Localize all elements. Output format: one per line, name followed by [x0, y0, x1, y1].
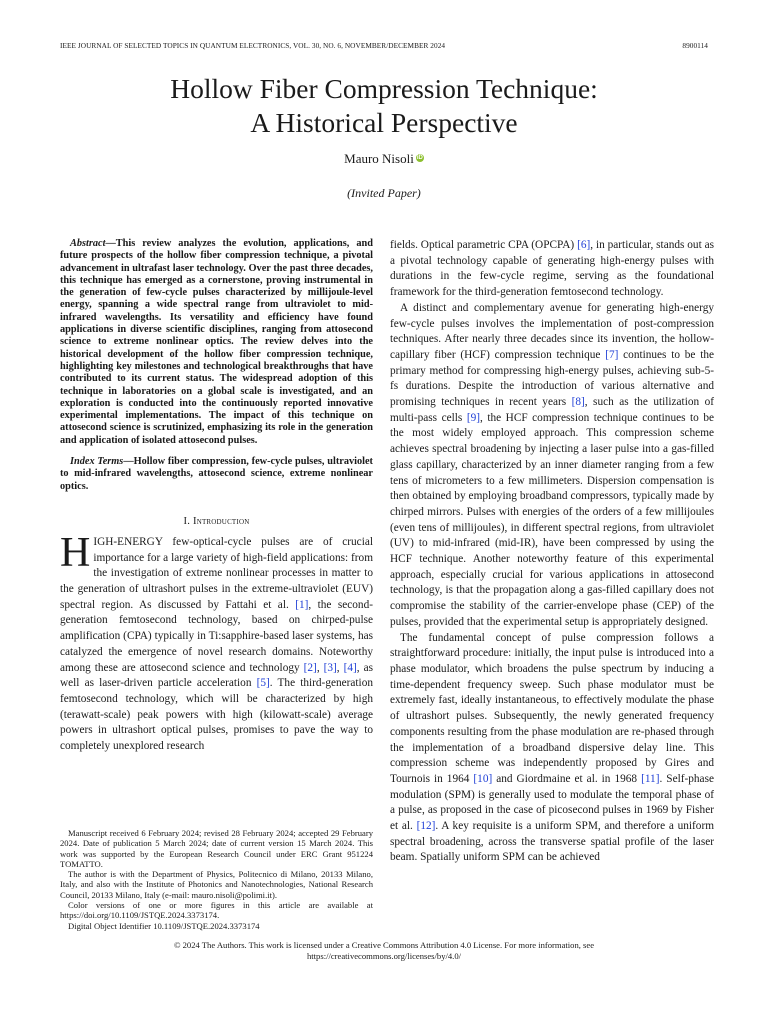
running-header: [60, 41, 708, 50]
body-text-span: . A key requisite is a uniform SPM, and therefore a uniform spectral broadening, across the transverse spatial profile of the laser beam. Spatially uniform SPM can be achieved: [390, 820, 715, 864]
abstract-text: —This review analyzes the evolution, applications, and future prospects of the hollow fiber compression technique, a pivotal advancement in ultrafast laser technology. Over the past three decades, this technique has emerged as a cornerstone, proving instrumental in the generation of few-cycle pulses characterized by millijoule-level energy, spanning a wide spectral range from ultraviolet to mid-infrared wavelengths. Its versatility and efficiency have found applications in diverse scientific disciplines, ranging from attosecond science to extreme nonlinear optics. The review delves into the historical development of the hollow fiber compression technique, highlighting key milestones and technological breakthroughs that have contributed to its current status. The widespread adoption of this technique in laboratories on a global scale is investigated, and an exploration is conducted into the continuously reported innovative experimental implementations. The impact of this technique on attosecond science is scrutinized, emphasizing its role in the generation and application of isolated attosecond pulses.: [60, 238, 373, 446]
intro-text: ,: [316, 661, 324, 674]
index-terms-text: —Hollow fiber compression, few-cycle pulses, ultraviolet to mid-infrared wavelengths, attosecond science, extreme nonlinear optics.: [60, 456, 373, 492]
body-text-span: , the HCF compression technique continues to be the most widely employed approach. This compression scheme achieves spectral broadening by injecting a laser pulse into a gas-filled glass capillary, characterized by an inner diameter ranging from a few tens of micrometers to a few millimeters. Dispersion compensation is then obtained by employing broadband compressors, typically made by chirped mirrors. Pulses with energies of the orders of a few millijoules (even tens of millijoules), in different spectral regions, from ultraviolet (UV) to mid-infrared (mid-IR), have been compressed by using the HCF technique. Another noteworthy feature of this experimental approach, especially crucial for various applications in attosecond technology, is that the propagation along a gas-filled capillary does not compromise the stability of the carrier-envelope phase (CEP) of the pulses, provided that the experimental setup is appropriately designed.: [390, 411, 714, 628]
license-notice: [60, 940, 708, 962]
citation-link[interactable]: [6]: [577, 239, 591, 251]
orcid-icon[interactable]: iD: [416, 155, 423, 161]
citation-link[interactable]: [8]: [571, 396, 585, 409]
license-text: © 2024 The Authors. This work is licensed under a Creative Commons Attribution 4.0 License. For more information, see: [173, 940, 595, 950]
abstract: [60, 238, 373, 447]
footnotes: [60, 828, 373, 931]
title-line-1: Hollow Fiber Compression Technique:: [170, 73, 598, 104]
paragraph-hcf: [390, 301, 714, 631]
intro-text: , the second-generation femtosecond technology, based on chirped-pulse amplification (CPA) typically in Ti:sapphire-based laser systems, has catalyzed the emergence of novel research domains. Noteworthy among these are attosecond science and technology: [60, 598, 373, 674]
citation-link[interactable]: [9]: [466, 411, 480, 424]
footnote-doi: Digital Object Identifier 10.1109/JSTQE.2024.3373174: [68, 920, 260, 931]
citation-link[interactable]: [7]: [605, 348, 619, 361]
intro-text: IGH-ENERGY few-optical-cycle pulses are of crucial importance for a large variety of high-field applications: from the investigation of extreme nonlinear processes in matter to the generation of ultrashort pulses in the extreme-ultraviolet (EUV) spectral region. As discussed by Fattahi et al.: [60, 535, 373, 611]
intro-text: , as well as laser-driven particle acceleration: [60, 661, 373, 690]
citation-link[interactable]: [11]: [641, 772, 660, 785]
paper-title: [60, 72, 708, 140]
body-text-span: fields. Optical parametric CPA (OPCPA): [390, 239, 578, 251]
index-terms: [60, 456, 373, 493]
author-line: [60, 151, 708, 167]
section-heading-introduction: I. Introduction: [183, 515, 250, 527]
right-column: [390, 238, 714, 866]
citation-link[interactable]: [4]: [343, 661, 357, 674]
intro-text: . The third-generation femtosecond technology, which will be characterized by high (terawatt-scale) peak powers with high (kilowatt-scale) average powers in ultrashort optical pulses, promises to pave the way to completely unexplored research: [60, 677, 373, 753]
body-text-span: The fundamental concept of pulse compression follows a straightforward procedure: initially, the input pulse is introduced into a phase modulator, which broadens the pulse spectrum by inducing a time-dependent frequency sweep. Such phase modulator must be extremely fast, ideally instantaneous, to effectively modulate the phase of ultrashort pulses. Subsequently, the newly generated frequency components resulting from the phase modulation are re-phased through the implementation of a broadband dispersive delay line. This compression scheme was independently proposed by Gires and Tournois in 1964: [390, 631, 714, 785]
body-text-span: . Self-phase modulation (SPM) is generally used to modulate the temporal phase of a pulse, as proposed in the case of picosecond pulses in 1969 by Fisher et al.: [390, 772, 714, 833]
footnote-affiliation: The author is with the Department of Physics, Politecnico di Milano, 20133 Milano, Italy, and also with the Institute of Photonics and Nanotechnologies, National Research Council, 20133 Milano, Italy (e-mail: mauro.nisoli@polimi.it).: [60, 869, 373, 900]
citation-link[interactable]: [10]: [473, 772, 493, 785]
citation-link[interactable]: [12]: [416, 820, 436, 833]
title-line-2: A Historical Perspective: [250, 107, 518, 138]
intro-paragraph: [60, 529, 373, 755]
body-text-span: A distinct and complementary avenue for generating high-energy few-cycle pulses involves the implementation of post-compression techniques. After nearly three decades since its invention, the hollow-capillary fiber (HCF) compression technique: [390, 301, 714, 361]
body-text-span: and Giordmaine et al. in 1968: [492, 772, 642, 785]
abstract-lead: Abstract: [70, 238, 106, 249]
article-number: 8900114: [682, 41, 708, 50]
index-terms-lead: Index Terms: [70, 456, 124, 468]
citation-link[interactable]: [1]: [295, 598, 309, 611]
license-url[interactable]: https://creativecommons.org/licenses/by/4.0/: [306, 951, 462, 961]
journal-name: IEEE JOURNAL OF SELECTED TOPICS IN QUANTUM ELECTRONICS, VOL. 30, NO. 6, NOVEMBER/DECEMBER 2024: [60, 41, 446, 50]
author-name: Mauro Nisoli: [344, 151, 414, 166]
footnote-received: Manuscript received 6 February 2024; revised 28 February 2024; accepted 29 February 2024. Date of publication 5 March 2024; date of current version 15 March 2024. This work was supported by the European Research Council under ERC Grant 951224 TOMATTO.: [60, 828, 373, 869]
citation-link[interactable]: [2]: [303, 661, 317, 674]
intro-text: ,: [336, 661, 344, 674]
dropcap: H: [60, 529, 91, 576]
body-text-span: , such as the utilization of multi-pass cells: [390, 396, 714, 424]
footnote-color: Color versions of one or more figures in this article are available at https://doi.org/10.1109/JSTQE.2024.3373174.: [60, 900, 373, 921]
paragraph-compression-concept: [390, 631, 714, 867]
left-column: [60, 238, 373, 755]
body-text-span: , in particular, stands out as a pivotal technology capable of generating high-energy pulses with durations in the few-cycle regime, serving as the foundational framework for the third-generation femtosecond technology.: [390, 239, 714, 299]
citation-link[interactable]: [5]: [256, 677, 270, 690]
paper-type: (Invited Paper): [347, 186, 421, 200]
citation-link[interactable]: [3]: [323, 661, 337, 674]
paragraph-opcpa: [390, 238, 714, 301]
body-text-span: continues to be the primary method for compressing high-energy pulses, achieving sub-5-fs durations. Despite the introduction of various alternative and promising techniques in recent years: [390, 348, 715, 409]
